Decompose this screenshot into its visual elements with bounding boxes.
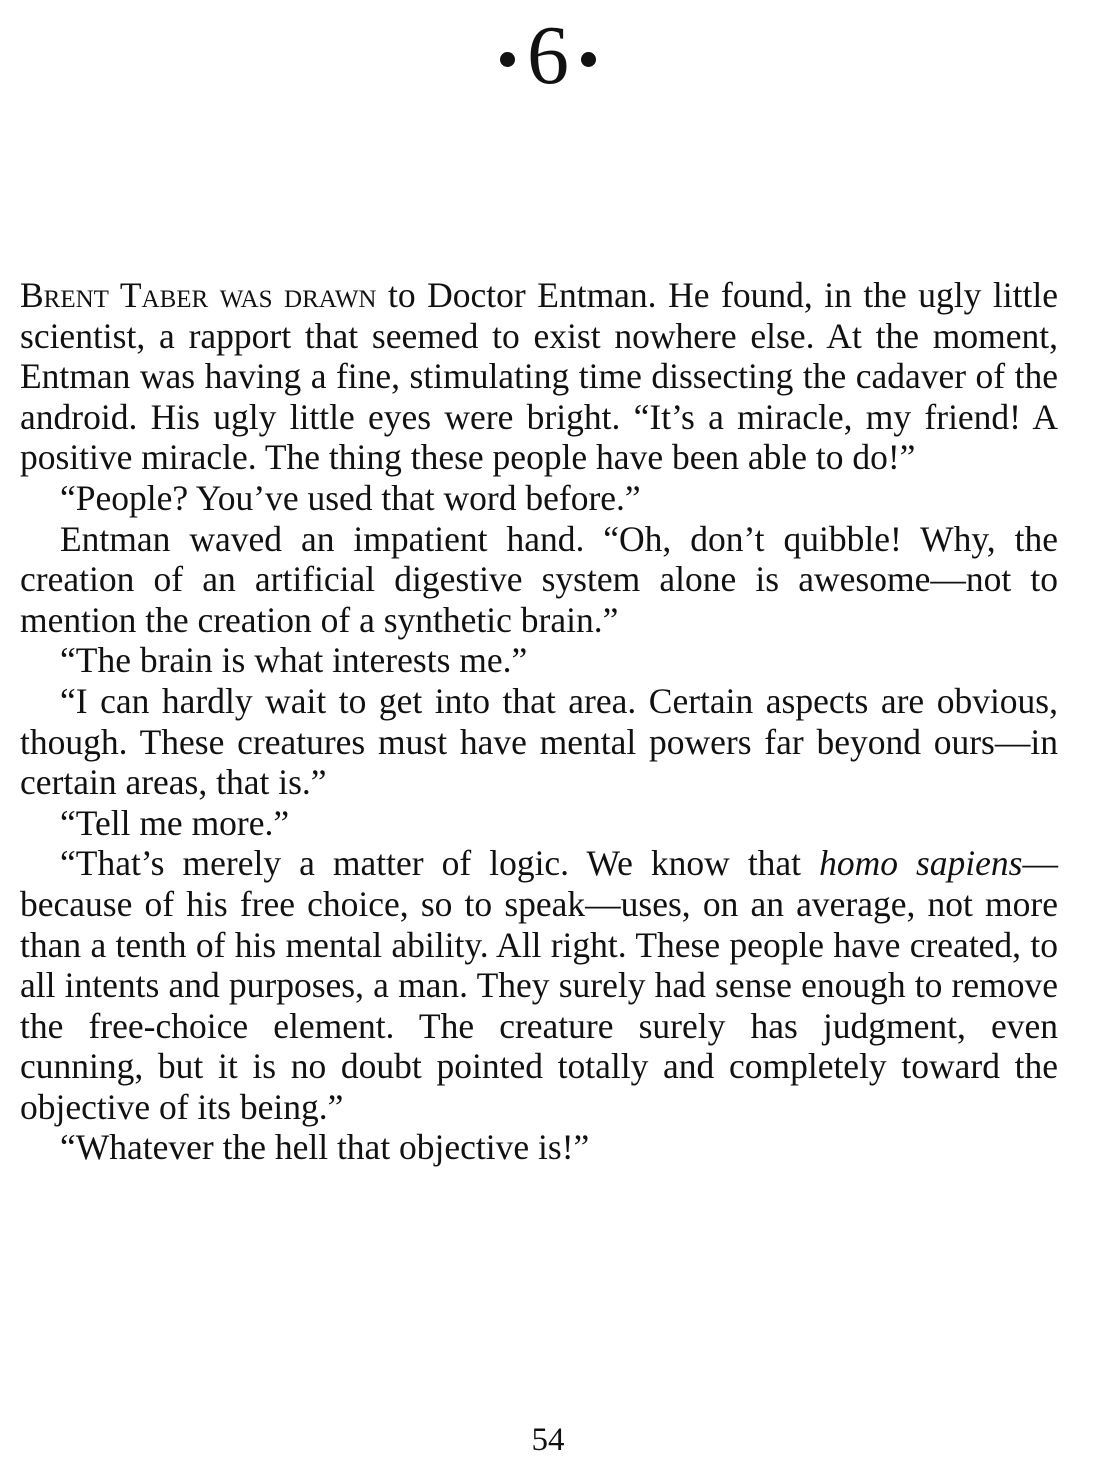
paragraph: “The brain is what interests me.” (60, 640, 528, 681)
paragraph: “Tell me more.” (60, 802, 290, 843)
page-number: 54 (531, 1422, 565, 1458)
paragraph: Entman waved an impatient hand. “Oh, don’t quibble! Why, the creation of an artificial digestive system alone is awesome—not to mention the creation of a synthetic brain.” (20, 518, 1058, 640)
chapter-body (20, 275, 1058, 1168)
opening-paragraph-text: to Doctor Entman. He found, in the ugly little scientist, a rapport that seemed to exist nowhere else. At the moment, Entman was having a fine, stimulating time dissecting the cadaver of the android. His ugly little eyes were bright. “It’s a miracle, my friend! A positive miracle. The thing these people have been able to do!” (20, 275, 1058, 478)
italic-term: homo sapiens (819, 843, 1023, 884)
small-caps-lead: Brent Taber was drawn (20, 275, 377, 315)
left-ornament-dot (500, 52, 515, 67)
paragraph: “I can hardly wait to get into that area. Certain aspects are obvious, though. These creatures must have mental powers far beyond ours—in certain areas, that is.” (20, 680, 1058, 803)
opening-paragraph (20, 275, 1058, 478)
paragraph: “People? You’ve used that word before.” (60, 477, 641, 518)
chapter-number: 6 (527, 9, 569, 102)
logic-paragraph (20, 843, 1058, 1127)
chapter-heading (0, 8, 1096, 104)
right-ornament-dot (581, 52, 596, 67)
logic-paragraph-end: —because of his free choice, so to speak—uses, on an average, not more than a tenth of his mental ability. All right. These people have created, to all intents and purposes, a man. They surely had sense enough to remove the free-choice element. The creature surely has judgment, even cunning, but it is no doubt pointed totally and completely toward the objective of its being.” (20, 843, 1058, 1127)
logic-paragraph-start: “That’s merely a matter of logic. We know that (60, 843, 820, 884)
closing-line: “Whatever the hell that objective is!” (60, 1127, 590, 1168)
